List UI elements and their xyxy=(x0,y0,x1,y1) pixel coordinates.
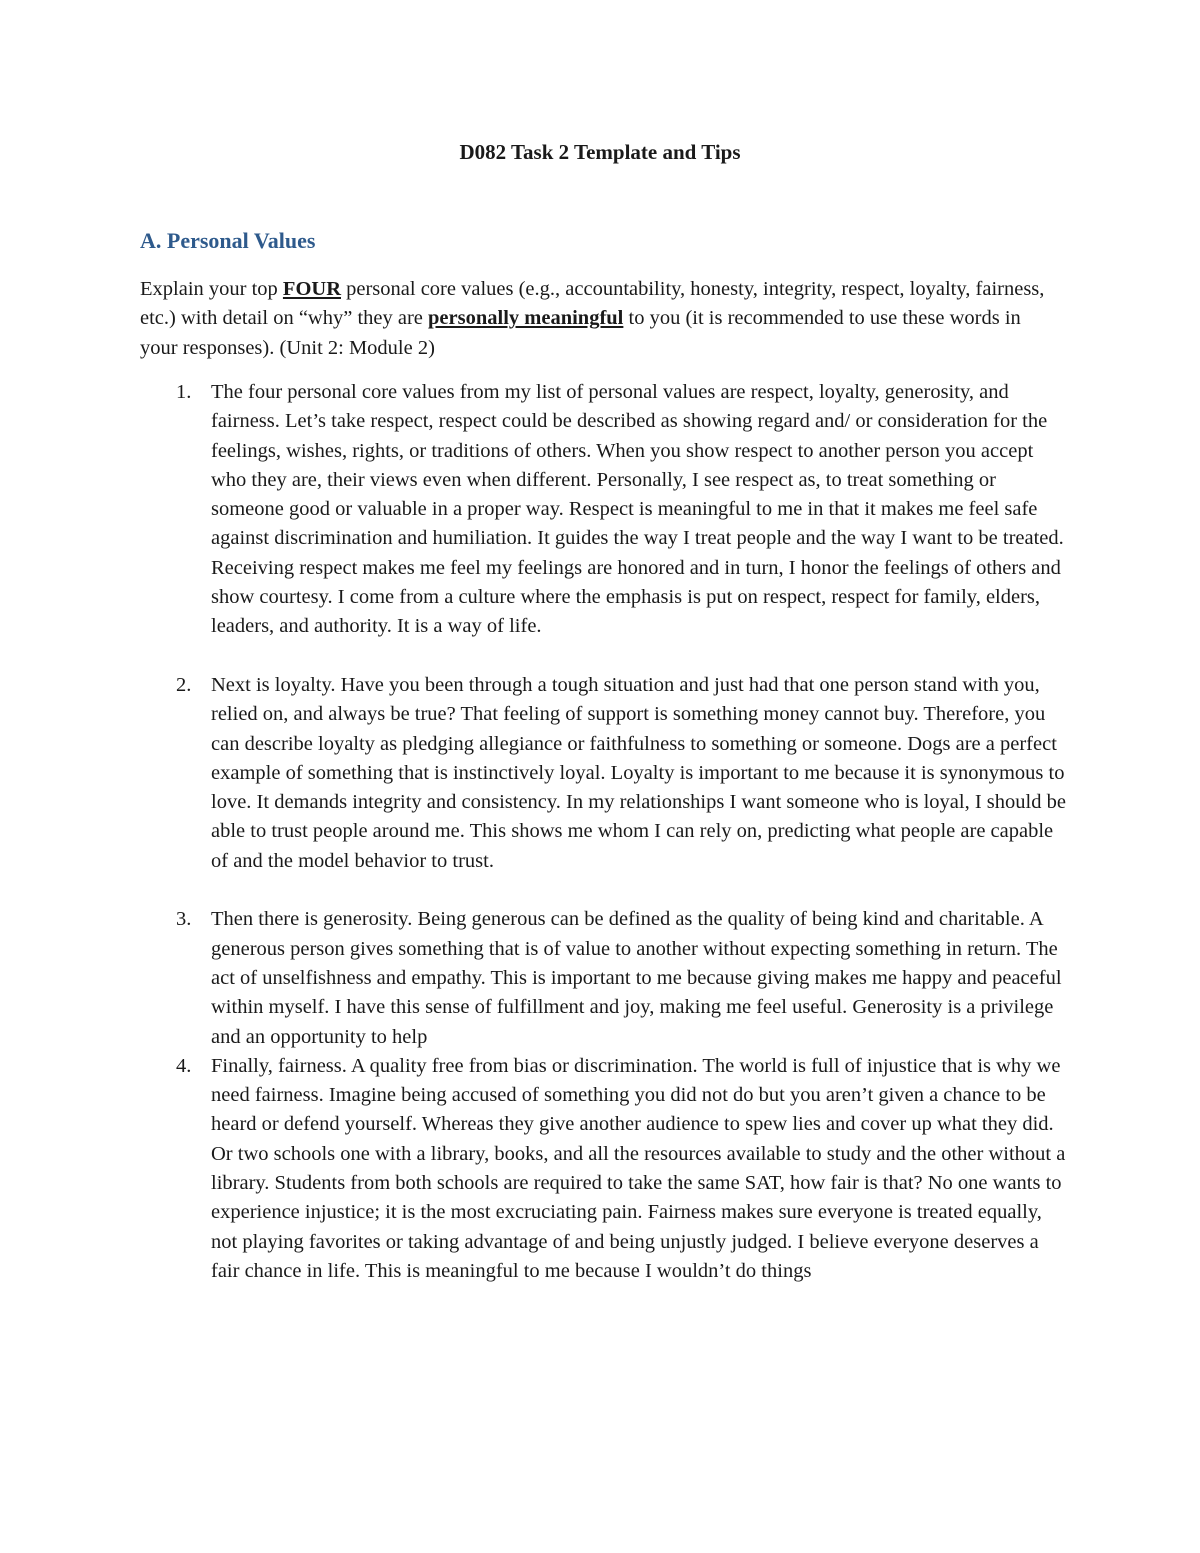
prompt-emphasis-meaningful: personally meaningful xyxy=(428,307,624,330)
prompt-paragraph xyxy=(140,275,1060,363)
list-item-text: The four personal core values from my list of personal values are respect, loyalty, generosity, and fairness. Let’s take respect, respect could be described as showing regard and/ or consideration for the feelings, wishes, rights, or traditions of others. When you show respect to another person you accept who they are, their views even when different. Personally, I see respect as, to treat something or someone good or valuable in a proper way. Respect is meaningful to me in that it makes me feel safe against discrimination and humiliation. It guides the way I treat people and the way I want to be treated. Receiving respect makes me feel my feelings are honored and in turn, I honor the feelings of others and show courtesy. I come from a culture where the emphasis is put on respect, respect for family, elders, leaders, and authority. It is a way of life. xyxy=(211,381,1064,638)
list-item-number: 1. xyxy=(176,381,192,403)
document-title: D082 Task 2 Template and Tips xyxy=(459,140,741,164)
answers-list xyxy=(140,378,1070,1286)
list-item-loyalty xyxy=(140,671,1070,876)
list-item-text: Next is loyalty. Have you been through a tough situation and just had that one person stand with you, relied on, and always be true? That feeling of support is something money cannot buy. Therefore, you can describe loyalty as pledging allegiance or faithfulness to something or someone. Dogs are a perfect example of something that is instinctively loyal. Loyalty is important to me because it is synonymous to love. It demands integrity and consistency. In my relationships I want someone who is loyal, I should be able to trust people around me. This shows me whom I can rely on, predicting what people are capable of and the model behavior to trust. xyxy=(211,673,1066,872)
list-item-text: Finally, fairness. A quality free from bias or discrimination. The world is full of injustice that is why we need fairness. Imagine being accused of something you did not do but you aren’t given a chance to be heard or defend yourself. Whereas they give another audience to spew lies and cover up what they did. Or two schools one with a library, books, and all the resources available to study and the other without a library. Students from both schools are required to take the same SAT, how fair is that? No one wants to experience injustice; it is the most excruciating pain. Fairness makes sure everyone is treated equally, not playing favorites or taking advantage of and being unjustly judged. I believe everyone deserves a fair chance in life. This is meaningful to me because I wouldn’t do things xyxy=(211,1054,1066,1282)
list-item-text: Then there is generosity. Being generous can be defined as the quality of being kind and charitable. A generous person gives something that is of value to another without expecting something in return. The act of unselfishness and empathy. This is important to me because giving makes me happy and peaceful within myself. I have this sense of fulfillment and joy, making me feel useful. Generosity is a privilege and an opportunity to help xyxy=(211,908,1062,1048)
list-item-number: 3. xyxy=(176,908,192,931)
list-item-number: 2. xyxy=(176,673,192,696)
list-item-number: 4. xyxy=(176,1054,192,1077)
list-item-generosity xyxy=(140,905,1070,1051)
list-item-fairness xyxy=(140,1052,1070,1286)
prompt-emphasis-four: FOUR xyxy=(282,278,341,300)
list-item-respect xyxy=(140,378,1070,642)
prompt-text-1: Explain your top xyxy=(140,278,283,300)
prompt-text-3: to you (it is recommended to use these words in your responses). (Unit 2: Module 2) xyxy=(140,307,1021,359)
section-heading: A. Personal Values xyxy=(140,228,316,253)
prompt-text-2: personal core values (e.g., accountability, honesty, integrity, respect, loyalty, fairness, etc.) with detail on “why” they are xyxy=(140,278,1045,330)
